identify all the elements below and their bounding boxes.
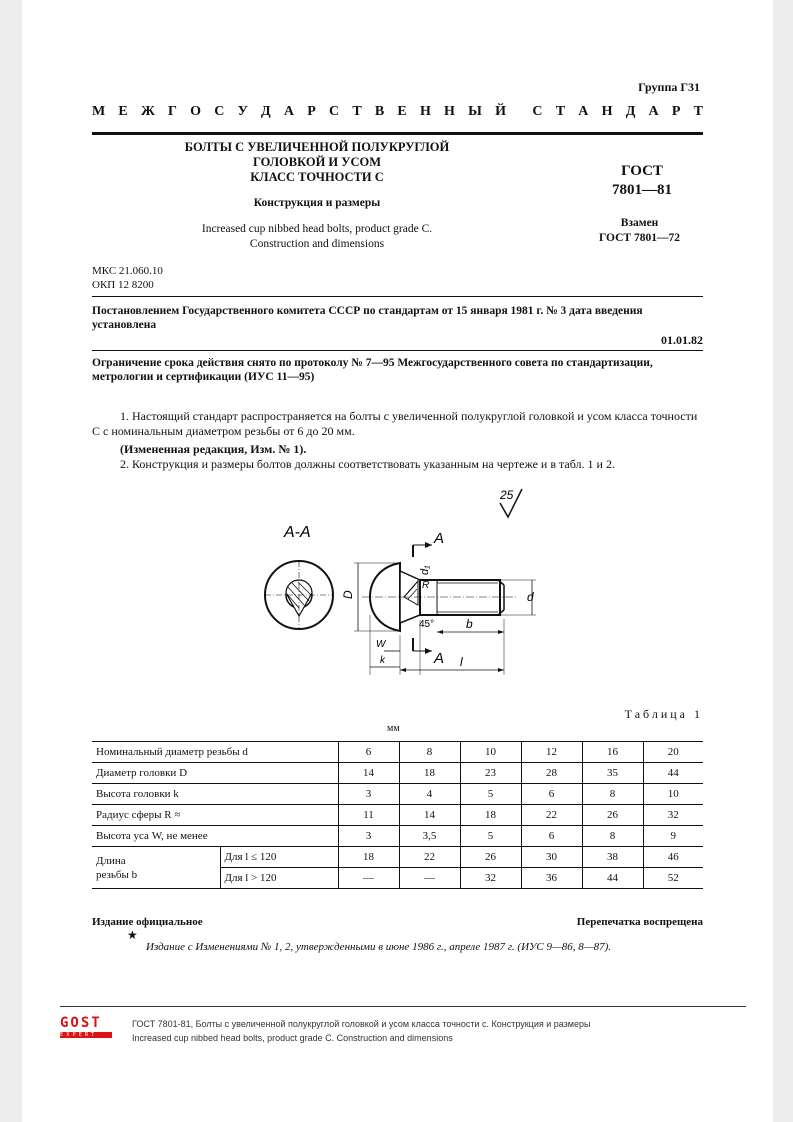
banner-letter: Т [693,104,703,119]
table-cell: — [338,868,399,889]
table-cell: 3 [338,826,399,847]
clause-2: 2. Конструкция и размеры болтов должны соответствовать указанным на чертеже и в табл. 1 и 2. [120,457,615,471]
english-title-line: Construction and dimensions [249,238,385,250]
row-label-thread-length [92,847,220,889]
standard-banner [92,104,703,120]
table-cell: 26 [582,805,643,826]
bolt-side-view [362,563,518,631]
logo-sub: EXPERT [60,1032,112,1038]
section-mark-top: А [434,530,445,547]
document-subtitle: Конструкция и размеры [253,197,381,209]
dim-l: l [460,655,463,669]
logo-text: GOST [60,1015,102,1031]
table-cell: 8 [582,826,643,847]
dim-R: R [422,580,430,591]
banner-letter: С [328,104,340,119]
bolt-drawing [22,475,773,685]
section-label: А-А [284,524,311,541]
row-label: Высота головки k [92,784,338,805]
title-line: ГОЛОВКОЙ И УСОМ [252,155,381,169]
row-label-line: Длина [96,854,126,867]
table-cell: 16 [582,742,643,763]
banner-letter: Г [168,104,177,119]
table-row [92,784,703,805]
banner-letter: Н [444,104,455,119]
star-icon: ★ [127,928,138,942]
table-cell: 5 [460,826,521,847]
banner-letter: А [283,104,295,119]
row-condition: Для l ≤ 120 [220,847,338,868]
effective-date: 01.01.82 [661,333,703,347]
title-line: КЛАСС ТОЧНОСТИ С [250,170,384,184]
table-cell: 6 [521,784,582,805]
table-cell: 26 [460,847,521,868]
limitation-text: Ограничение срока действия снято по протоколу № 7—95 Межгосударственного совета по стандартизации, метрологии и сертификации (ИУС 11—95) [92,357,653,383]
table-row [92,847,703,868]
banner-letter: Т [555,104,566,119]
classification-codes [92,264,163,292]
banner-letter: А [648,104,659,119]
banner-letter: Й [495,104,506,119]
dim-b: b [466,617,473,631]
table-cell: 4 [399,784,460,805]
dim-k: k [380,655,385,666]
table-row [92,742,703,763]
dim-D: D [341,590,355,599]
banner-letter: С [532,104,543,119]
banner-letter: Ы [468,104,482,119]
table-cell: 3 [338,784,399,805]
banner-letter: Д [261,104,271,119]
table-caption: Таблица 1 [624,707,703,721]
table-row [92,763,703,784]
table-cell: 18 [338,847,399,868]
header-rule [92,132,703,135]
site-footer-line-ru: ГОСТ 7801-81, Болты с увеличенной полукруглой головкой и усом класса точности с. Конструкция и размеры [132,1019,591,1029]
banner-letter: В [374,104,385,119]
table-cell: 6 [521,826,582,847]
table-cell: 10 [460,742,521,763]
banner-letter: Т [352,104,362,119]
official-edition: Издание официальное [92,916,203,928]
row-label: Радиус сферы R ≈ [92,805,338,826]
title-line: БОЛТЫ С УВЕЛИЧЕННОЙ ПОЛУКРУГЛОЙ [184,140,450,154]
table-cell: 11 [338,805,399,826]
banner-letter: Д [625,104,636,119]
dimensions-table [92,741,703,889]
row-label: Диаметр головки D [92,763,338,784]
site-footer-text [132,1017,590,1045]
table-cell: 6 [338,742,399,763]
section-rule [92,296,703,297]
table-cell: 20 [643,742,703,763]
banner-letter: Р [307,104,316,119]
row-label: Высота уса W, не менее [92,826,338,847]
table-cell: 22 [521,805,582,826]
table-cell: 52 [643,868,703,889]
table-cell: 32 [460,868,521,889]
dim-d: d [527,590,534,604]
english-title [152,222,482,252]
english-title-line: Increased cup nibbed head bolts, product grade C. [201,223,433,235]
banner-letter: С [214,104,225,119]
footer-rule [60,1006,746,1007]
table-cell: 8 [582,784,643,805]
banner-letter: А [578,104,589,119]
replaces-standard: ГОСТ 7801—72 [599,232,680,244]
section-rule [92,350,703,351]
table-cell: 22 [399,847,460,868]
gost-expert-logo[interactable] [60,1016,116,1038]
section-view [265,561,333,629]
banner-letter: Ж [140,104,155,119]
table-cell: 23 [460,763,521,784]
banner-letter: Н [601,104,613,119]
gost-number: 7801—81 [612,182,672,198]
table-unit: мм [387,723,400,734]
replaces-label: Взамен [620,217,659,229]
gost-label: ГОСТ [621,163,663,179]
table-row [92,805,703,826]
table-row [92,826,703,847]
dim-angle: 45° [419,619,435,630]
mks-code: МКС 21.060.10 [92,265,163,277]
table-cell: 36 [521,868,582,889]
clause-1-note: (Измененная редакция, Изм. № 1). [120,442,307,456]
row-condition: Для l > 120 [220,868,338,889]
table-cell: 18 [399,763,460,784]
banner-letter: Р [671,104,681,119]
site-footer-line-en: Increased cup nibbed head bolts, product grade C. Construction and dimensions [132,1033,453,1043]
amendments-note: Издание с Изменениями № 1, 2, утвержденными в июне 1986 г., апреле 1987 г. (ИУС 9—86, 8—87). [146,941,611,953]
reprint-notice: Перепечатка воспрещена [576,916,703,928]
table-cell: 44 [643,763,703,784]
banner-letter: Е [118,104,128,119]
replaces-block [577,216,702,246]
document-title [152,140,482,185]
banner-letter: О [190,104,202,119]
banner-letter: М [92,104,106,119]
table-cell: 3,5 [399,826,460,847]
okp-code: ОКП 12 8200 [92,279,154,291]
table-cell: 35 [582,763,643,784]
table-cell: 14 [338,763,399,784]
banner-letter: Е [397,104,407,119]
table-cell: 8 [399,742,460,763]
dim-W: W [376,639,386,650]
banner-letter: У [237,104,248,119]
table-cell: 28 [521,763,582,784]
table-cell: 44 [582,868,643,889]
group-code: Группа Г31 [638,80,700,94]
table-cell: 12 [521,742,582,763]
table-cell: — [399,868,460,889]
row-label: Номинальный диаметр резьбы d [92,742,338,763]
table-cell: 10 [643,784,703,805]
section-mark-bottom: А [434,650,445,667]
table-cell: 30 [521,847,582,868]
table-cell: 38 [582,847,643,868]
gost-number-block [582,162,702,200]
clause-1: 1. Настоящий стандарт распространяется на болты с увеличенной полукруглой головкой и усом класса точности С с номинальным диаметром резьбы от 6 до 20 мм. [92,409,698,438]
table-cell: 14 [399,805,460,826]
row-label-line: резьбы b [96,868,138,881]
roughness-value: 25 [500,488,514,502]
banner-letter: Н [419,104,431,119]
table-cell: 46 [643,847,703,868]
document-page [22,0,773,1122]
table-cell: 18 [460,805,521,826]
dim-d1: d₁ [419,565,431,575]
table-cell: 9 [643,826,703,847]
table-cell: 32 [643,805,703,826]
decree-text: Постановлением Государственного комитета СССР по стандартам от 15 января 1981 г. № 3 дата введения установлена [92,305,643,331]
table-cell: 5 [460,784,521,805]
